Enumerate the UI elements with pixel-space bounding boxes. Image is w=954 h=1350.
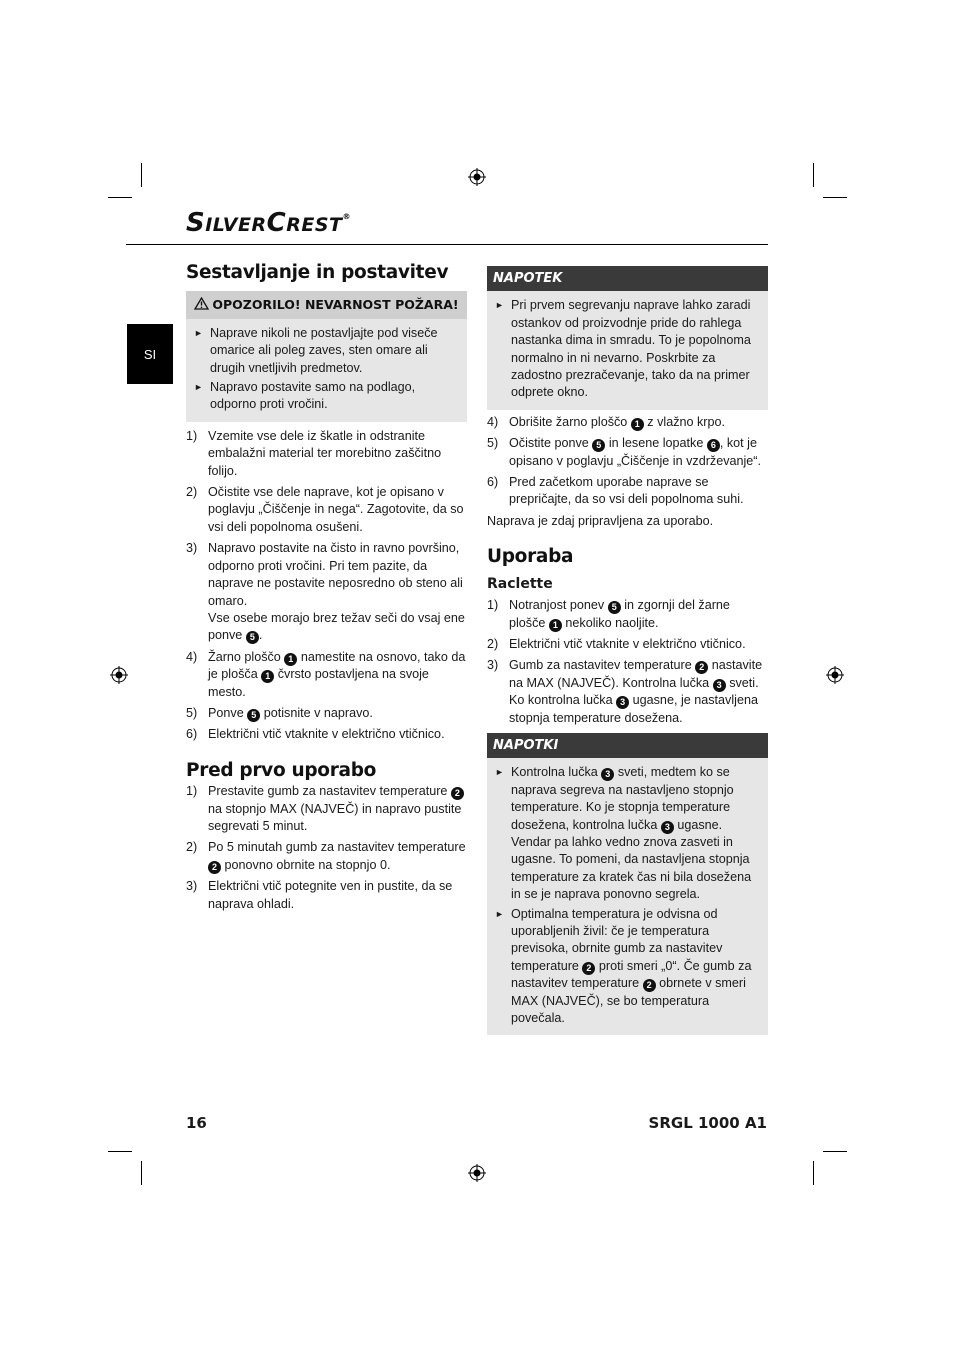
list-item: 1) Vzemite vse dele iz škatle in odstranite embalažni material ter morebitno zaščitno folijo. bbox=[186, 428, 442, 478]
note-item: ► Kontrolna lučka 3 sveti, medtem ko se naprava segreva na nastavljeno stopnjo temperature. Ko je stopnja temperature dosežena, kontrolna lučka 3 ugasne. Vendar pa lahko vedno znova zasveti in ugasne. To pomeni, da nastavljena stopnja temperature za kratek čas ni bila dosežena in se je naprava ponovno segrela. bbox=[495, 765, 752, 902]
crop-mark bbox=[813, 1161, 814, 1185]
assembly-steps bbox=[186, 428, 467, 744]
list-item: 3) Električni vtič potegnite ven in pustite, da se naprava ohladi. bbox=[186, 879, 453, 911]
list-item: 2) Po 5 minutah gumb za nastavitev temperature 2 ponovno obrnite na stopnjo 0. bbox=[186, 840, 466, 872]
first-use-steps bbox=[186, 783, 467, 913]
crop-mark bbox=[108, 1151, 132, 1152]
list-item: 4) Obrišite žarno ploščo 1 z vlažno krpo. bbox=[487, 414, 725, 429]
warning-header: OPOZORILO! NEVARNOST POŽARA! bbox=[186, 291, 467, 318]
list-item: 4) Žarno ploščo 1 namestite na osnovo, tako da je plošča 1 čvrsto postavljena na svoje mesto. bbox=[186, 649, 466, 699]
crop-mark bbox=[141, 163, 142, 187]
warning-triangle-icon bbox=[194, 297, 209, 310]
registration-mark-icon bbox=[468, 168, 486, 186]
part-number-icon: 3 bbox=[661, 821, 674, 834]
part-number-icon: 2 bbox=[582, 962, 595, 975]
section-title-first-use: Pred prvo uporabo bbox=[186, 759, 377, 781]
part-number-icon: 5 bbox=[608, 601, 621, 614]
warning-item: ► Naprave nikoli ne postavljajte pod viseče omarice ali poleg zaves, sten omare ali drugih vnetljivih predmetov. bbox=[194, 325, 438, 375]
part-number-icon: 6 bbox=[707, 439, 720, 452]
section-title-assembly: Sestavljanje in postavitev bbox=[186, 262, 449, 283]
crop-mark bbox=[813, 163, 814, 187]
list-item: 5) Ponve 5 potisnite v napravo. bbox=[186, 705, 373, 720]
warning-item: ► Napravo postavite samo na podlago, odporno proti vročini. bbox=[194, 380, 416, 412]
crop-mark bbox=[108, 197, 132, 198]
part-number-icon: 2 bbox=[451, 787, 464, 800]
part-number-icon: 3 bbox=[601, 768, 614, 781]
part-number-icon: 1 bbox=[284, 653, 297, 666]
crop-mark bbox=[141, 1161, 142, 1185]
part-number-icon: 5 bbox=[247, 709, 260, 722]
part-number-icon: 1 bbox=[549, 619, 562, 632]
list-item: 2) Električni vtič vtaknite v električno vtičnico. bbox=[487, 636, 746, 651]
list-item: 2) Očistite vse dele naprave, kot je opisano v poglavju „Čiščenje in nega“. Zagotovite, da so vsi deli popolnoma osušeni. bbox=[186, 485, 464, 534]
part-number-icon: 5 bbox=[592, 439, 605, 452]
raclette-steps bbox=[487, 597, 768, 727]
header-rule bbox=[126, 244, 768, 245]
left-column bbox=[186, 264, 467, 917]
part-number-icon: 3 bbox=[713, 679, 726, 692]
language-tab: SI bbox=[127, 324, 173, 384]
cleaning-steps bbox=[487, 414, 768, 509]
note-item: ► Optimalna temperatura je odvisna od uporabljenih živil: če je temperatura previsoka, obrnite gumb za nastavitev temperature 2 proti smeri „0“. Če gumb za nastavitev temperature 2 obrnete v smeri MAX (NAJVEČ), se bo temperatura povečala. bbox=[495, 906, 752, 1026]
note-item: ► Pri prvem segrevanju naprave lahko zaradi ostankov od proizvodnje pride do rahlega nastanka dima in smradu. To je popolnoma normalno in ni nevarno. Poskrbite za zadostno prezračevanje, tako da na primer odprete okno. bbox=[495, 298, 751, 400]
part-number-icon: 2 bbox=[695, 661, 708, 674]
note-header: NAPOTEK bbox=[487, 266, 768, 291]
list-item: 3) Napravo postavite na čisto in ravno površino, odporno proti vročini. Pri tem pazite, da naprave ne postavite neposredno ob steno ali omaro. Vse osebe morajo brez težav seči do vsaj ene ponve 5 . bbox=[186, 541, 465, 643]
list-item: 6) Električni vtič vtaknite v električno vtičnico. bbox=[186, 727, 445, 742]
list-item: 1) Notranjost ponev 5 in zgornji del žarne plošče 1 nekoliko naoljite. bbox=[487, 598, 730, 630]
crop-mark bbox=[823, 1151, 847, 1152]
model-number: SRGL 1000 A1 bbox=[648, 1114, 767, 1132]
part-number-icon: 5 bbox=[246, 631, 259, 644]
subsection-title-raclette: Raclette bbox=[487, 575, 553, 592]
part-number-icon: 2 bbox=[643, 979, 656, 992]
registration-mark-icon bbox=[826, 666, 844, 684]
registration-mark-icon bbox=[110, 666, 128, 684]
ready-text: Naprava je zdaj pripravljena za uporabo. bbox=[487, 513, 714, 528]
warning-box bbox=[186, 291, 467, 421]
notes-header: NAPOTKI bbox=[487, 733, 768, 758]
part-number-icon: 1 bbox=[631, 418, 644, 431]
list-item: 3) Gumb za nastavitev temperature 2 nastavite na MAX (NAJVEČ). Kontrolna lučka 3 sveti. Ko kontrolna lučka 3 ugasne, je nastavljena stopnja temperature dosežena. bbox=[487, 658, 763, 725]
part-number-icon: 1 bbox=[261, 670, 274, 683]
brand-logo: SILVERCREST® bbox=[186, 208, 351, 238]
registration-mark-icon bbox=[468, 1164, 486, 1182]
list-item: 6) Pred začetkom uporabe naprave se prepričajte, da so vsi deli popolnoma suhi. bbox=[487, 475, 744, 507]
notes-box bbox=[487, 733, 768, 1036]
list-item: 5) Očistite ponve 5 in lesene lopatke 6 , kot je opisano v poglavju „Čiščenje in vzdrževanje“. bbox=[487, 436, 762, 468]
right-column bbox=[487, 266, 768, 1035]
part-number-icon: 2 bbox=[208, 861, 221, 874]
crop-mark bbox=[823, 197, 847, 198]
list-item: 1) Prestavite gumb za nastavitev temperature 2 na stopnjo MAX (NAJVEČ) in napravo pustite segrevati 5 minut. bbox=[186, 783, 467, 835]
section-title-usage: Uporaba bbox=[487, 546, 574, 568]
part-number-icon: 3 bbox=[616, 696, 629, 709]
page-number: 16 bbox=[186, 1114, 207, 1132]
note-box bbox=[487, 266, 768, 410]
